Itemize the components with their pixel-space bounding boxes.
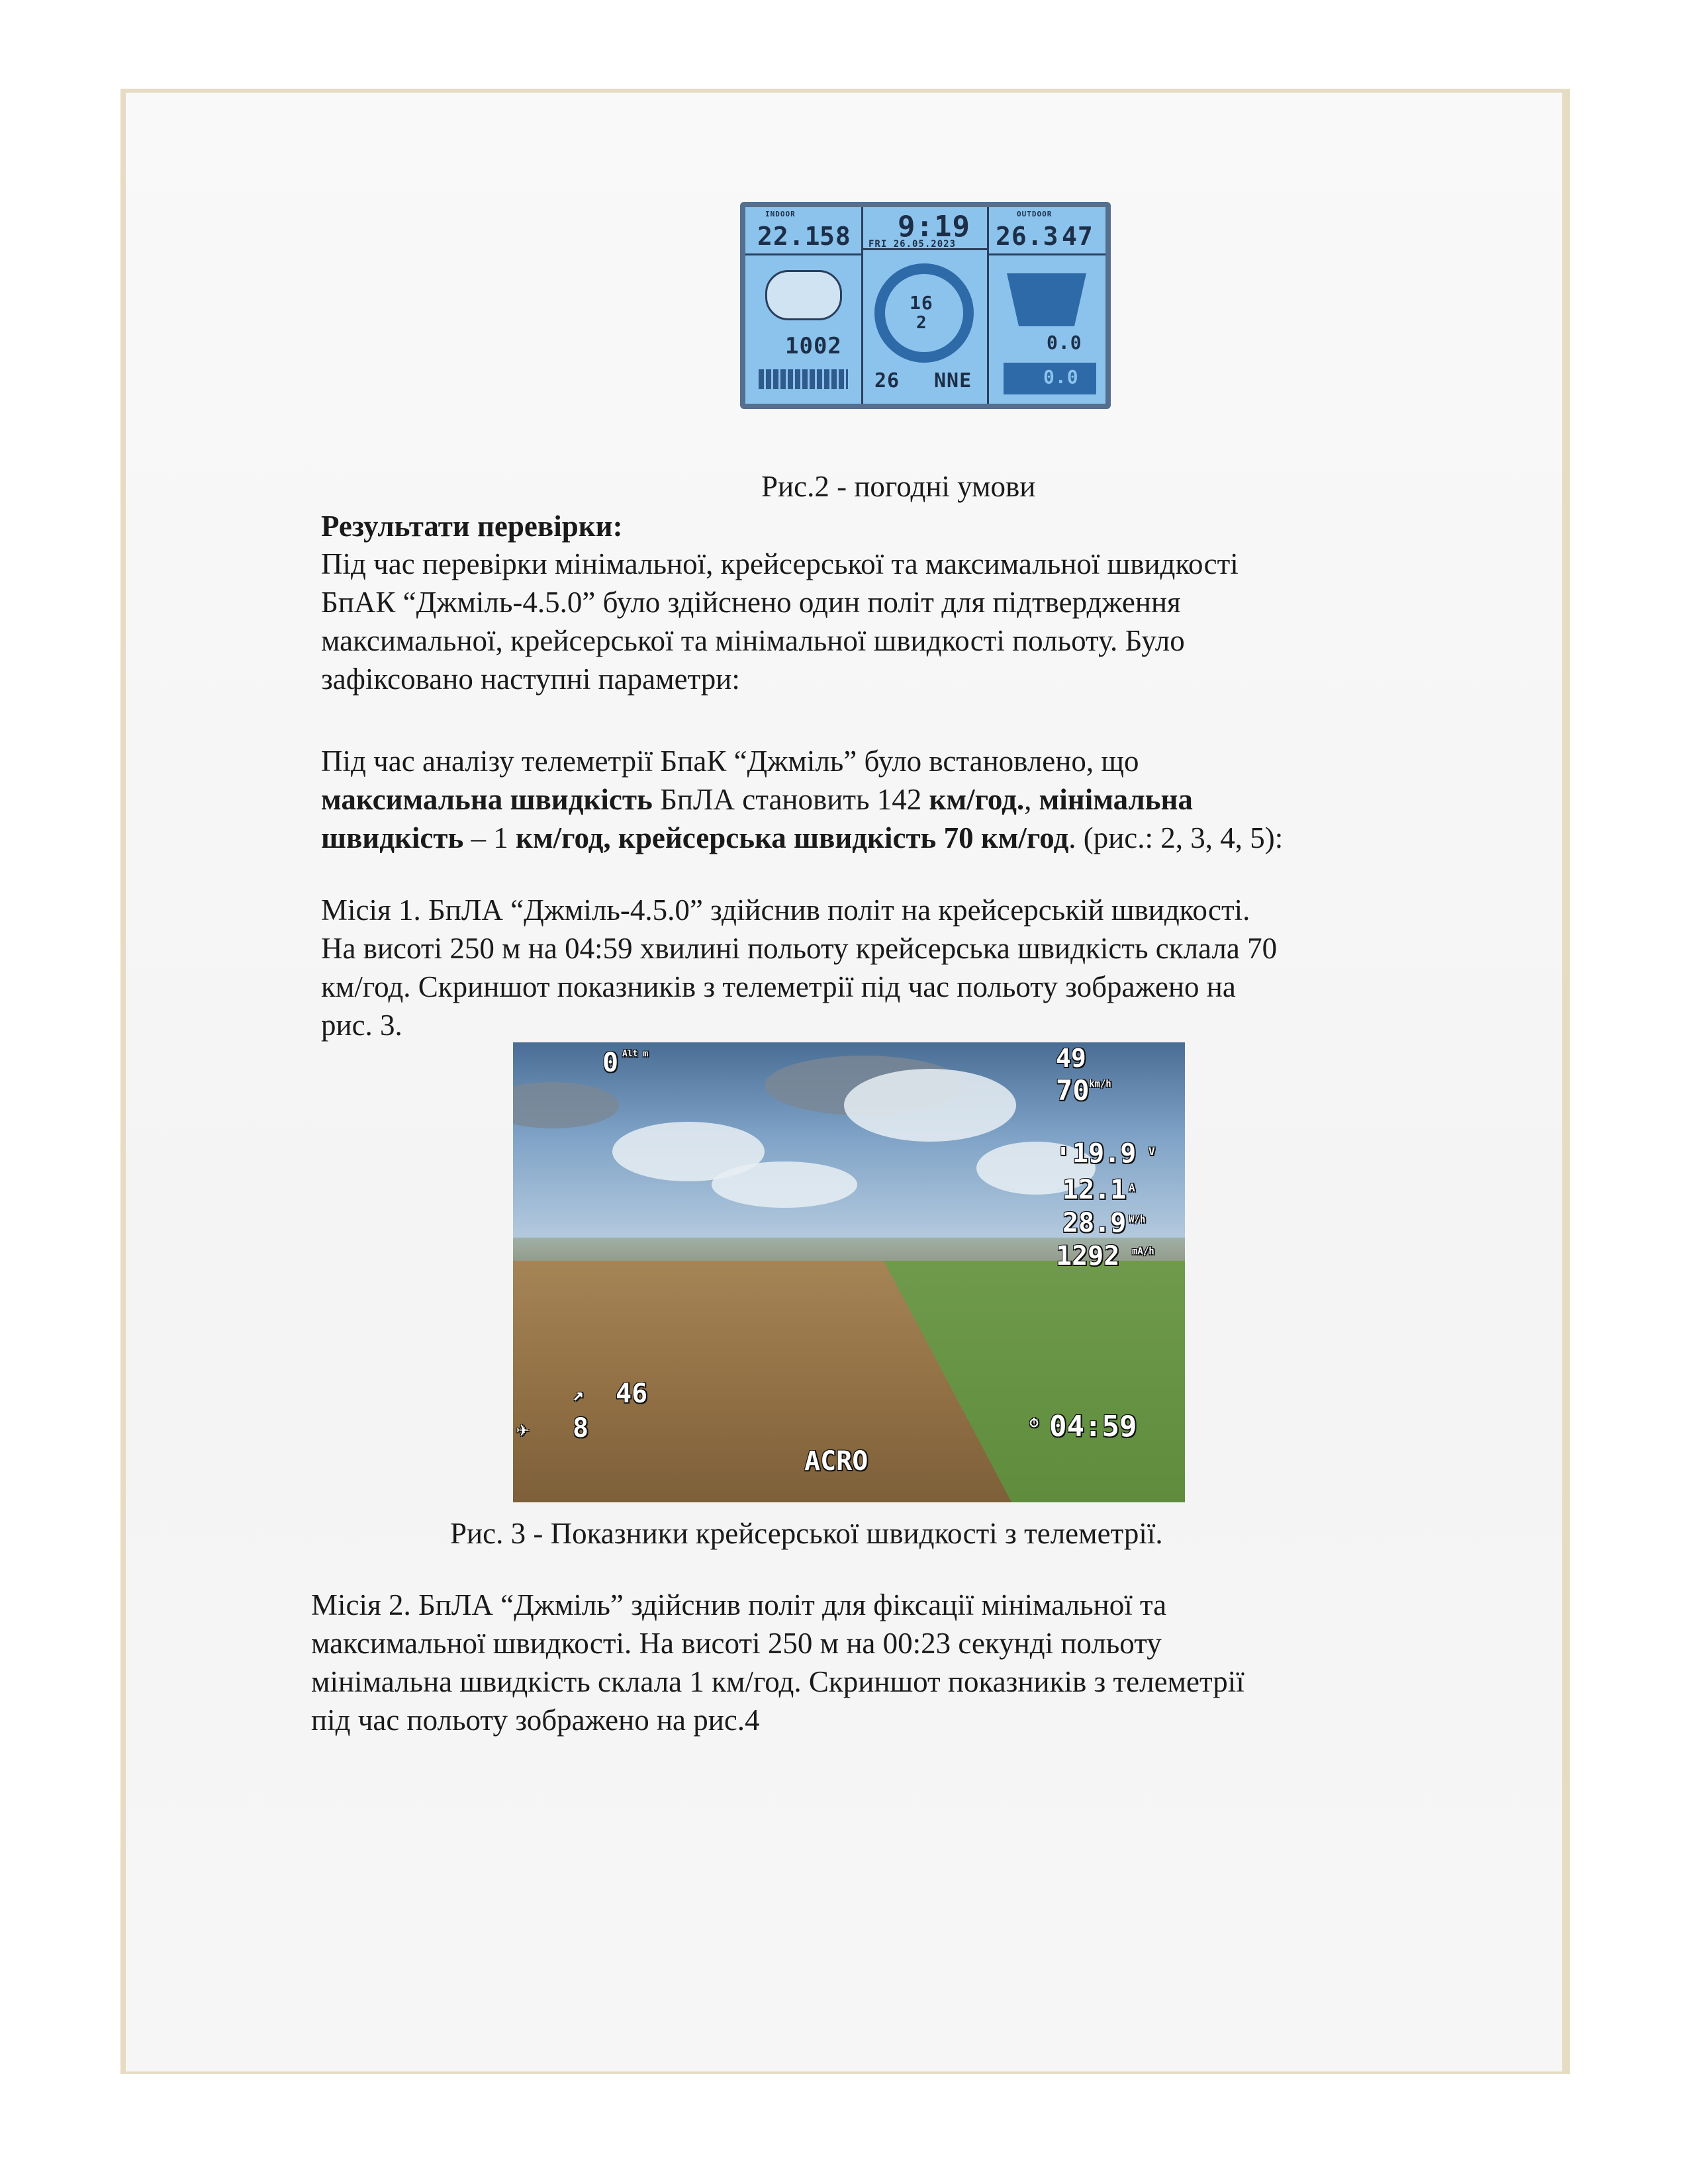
analysis-line (321, 818, 1283, 858)
heading-value: 46 (616, 1379, 648, 1409)
voltage-value: 19.9 (1072, 1138, 1137, 1169)
mission-2-line: мінімальна швидкість склала 1 км/год. Скриншот показників з телеметрії (311, 1665, 1244, 1698)
outdoor-temp: 26.3 (996, 222, 1059, 251)
indoor-temp: 22.1 (757, 222, 821, 251)
speed-unit: км/год. (929, 783, 1025, 816)
cloud (844, 1069, 1016, 1142)
rain-value: 0.0 (1047, 332, 1082, 353)
cloud-icon (765, 270, 842, 320)
power-unit: W/h (1129, 1214, 1146, 1225)
paragraph-line: максимальної, крейсерської та мінімальної швидкості польоту. Було (321, 624, 1185, 657)
analysis-line (321, 780, 1193, 819)
paragraph-line: зафіксовано наступні параметри: (321, 662, 740, 696)
mah-unit: mA/h (1132, 1246, 1154, 1257)
wind-speed: 16 (910, 292, 933, 314)
mission-2-line: Місія 2. БпЛА “Джміль” здійснив політ для фіксації мінімальної та (311, 1588, 1167, 1621)
voltage-unit: V (1149, 1145, 1155, 1158)
wind-gust: 2 (916, 313, 927, 333)
heading-icon: ↗ (573, 1383, 584, 1405)
cruise-speed-text: км/год, крейсерська швидкість 70 км/год (516, 821, 1069, 854)
min-speed-label-2: швидкість (321, 821, 464, 854)
paragraph-line: БпАК “Джміль-4.5.0” було здійснено один політ для підтвердження (321, 586, 1181, 619)
mission-2-line: максимальної швидкості. На висоті 250 м на 00:23 секунді польоту (311, 1627, 1162, 1660)
separator: , (1024, 783, 1039, 816)
mission-1-line: рис. 3. (321, 1009, 402, 1042)
mission-1-line: Місія 1. БпЛА “Джміль-4.5.0” здійснив політ на крейсерській швидкості. (321, 893, 1250, 927)
results-heading: Результати перевірки: (321, 510, 623, 543)
max-speed-text: БпЛА становить 142 (652, 783, 929, 816)
min-speed-label: мінімальна (1039, 783, 1193, 816)
weather-display (745, 207, 1105, 404)
mission-2-line: під час польоту зображено на рис.4 (311, 1704, 760, 1737)
display-divider (989, 253, 1105, 255)
cloud (712, 1161, 857, 1208)
figure-2-caption: Рис.2 - погодні умови (761, 470, 1036, 503)
indoor-humidity: 58 (820, 222, 851, 251)
max-speed-label: максимальна швидкість (321, 783, 653, 816)
display-divider (745, 253, 861, 255)
display-divider (987, 207, 989, 404)
display-divider (861, 207, 863, 404)
min-speed-text: – 1 (463, 821, 516, 854)
clock-time: 9:19 (898, 210, 970, 244)
figure-reference: . (рис.: 2, 3, 4, 5): (1068, 821, 1284, 854)
battery-icon: ▮ (1059, 1142, 1068, 1158)
flight-mode: ACRO (804, 1446, 868, 1477)
outdoor-humidity: 47 (1062, 222, 1094, 251)
weather-station-photo (740, 202, 1111, 409)
flight-time: 04:59 (1049, 1410, 1137, 1443)
rain-total: 0.0 (1043, 366, 1079, 388)
satellite-icon: ✈ (516, 1416, 530, 1441)
current-unit: A (1129, 1181, 1135, 1194)
wind-direction: NNE (934, 369, 972, 392)
figure-3-caption: Рис. 3 - Показники крейсерської швидкості з телеметрії. (450, 1517, 1163, 1550)
outdoor-label: OUTDOOR (1017, 210, 1053, 218)
mission-1-line: На висоті 250 м на 04:59 хвилині польоту крейсерська швидкість склала 70 (321, 932, 1278, 965)
feels-like-temp: 26 (874, 369, 900, 392)
fpv-telemetry-photo (513, 1042, 1185, 1502)
pressure-history-bars (759, 369, 848, 389)
pressure-value: 1002 (785, 333, 842, 359)
speed-value: 70 (1056, 1074, 1090, 1107)
mah-value: 1292 (1056, 1241, 1120, 1271)
rssi-value: 49 (1056, 1044, 1086, 1073)
speed-unit: km/h (1089, 1079, 1111, 1089)
power-value: 28.9 (1062, 1208, 1127, 1238)
paragraph-line: Під час перевірки мінімальної, крейсерської та максимальної швидкості (321, 547, 1239, 580)
analysis-line: Під час аналізу телеметрії БпаК “Джміль” було встановлено, що (321, 745, 1139, 778)
clock-date: FRI 26.05.2023 (868, 239, 957, 250)
flight-time-icon: ⏱ (1029, 1416, 1039, 1430)
satellite-count: 8 (573, 1413, 589, 1443)
rain-gauge-icon (1007, 273, 1086, 326)
mission-1-line: км/год. Скриншот показників з телеметрії під час польоту зображено на (321, 970, 1236, 1003)
altitude-value: 0 (602, 1048, 619, 1078)
indoor-label: INDOOR (765, 210, 796, 218)
current-value: 12.1 (1062, 1175, 1127, 1205)
altitude-unit: Alt m (622, 1049, 649, 1059)
